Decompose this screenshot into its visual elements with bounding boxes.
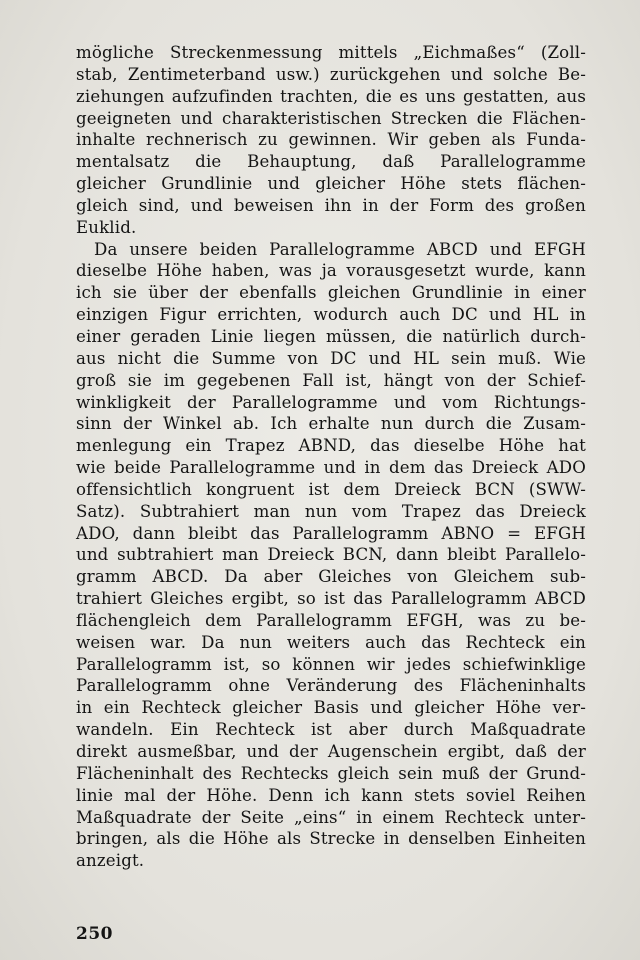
paragraph — [76, 42, 586, 239]
text-line: geeigneten und charakteristischen Strecken die Flächen- — [76, 108, 586, 128]
text-line: direkt ausmeßbar, und der Augenschein ergibt, daß der — [76, 742, 586, 761]
text-line: stab, Zentimeterband usw.) zurückgehen und solche Be- — [76, 64, 586, 84]
text-line: gleich sind, und beweisen ihn in der Form des großen — [76, 195, 586, 215]
text-line: Flächeninhalt des Rechtecks gleich sein muß der Grund- — [76, 763, 586, 783]
page-number: 250 — [76, 924, 113, 944]
text-line: wie beide Parallelogramme und in dem das Dreieck ADO — [76, 458, 586, 478]
text-line: wandeln. Ein Rechteck ist aber durch Maßquadrate — [76, 720, 586, 740]
text-line: menlegung ein Trapez ABND, das dieselbe Höhe hat — [76, 436, 586, 456]
text-line: ADO, dann bleibt das Parallelogramm ABNO = EFGH — [76, 523, 586, 543]
text-line: flächengleich dem Parallelogramm EFGH, was zu be- — [76, 610, 586, 630]
text-line: ich sie über der ebenfalls gleichen Grundlinie in einer — [76, 283, 586, 303]
text-line: trahiert Gleiches ergibt, so ist das Parallelogramm ABCD — [76, 589, 586, 609]
text-line: anzeigt. — [76, 851, 145, 871]
text-line: gleicher Grundlinie und gleicher Höhe stets flächen- — [76, 174, 586, 194]
text-line: linie mal der Höhe. Denn ich kann stets soviel Reihen — [76, 785, 586, 805]
text-line: Da unsere beiden Parallelogramme ABCD und EFGH — [94, 239, 586, 259]
text-line: Parallelogramm ist, so können wir jedes schiefwinklige — [76, 654, 586, 674]
text-line: ziehungen aufzufinden trachten, die es uns gestatten, aus — [76, 86, 586, 106]
text-line: einer geraden Linie liegen müssen, die natürlich durch- — [76, 326, 586, 346]
text-line: mentalsatz die Behauptung, daß Parallelogramme — [76, 152, 586, 172]
text-line: dieselbe Höhe haben, was ja vorausgesetzt wurde, kann — [76, 261, 586, 281]
text-line: einzigen Figur errichten, wodurch auch DC und HL in — [76, 305, 586, 325]
text-line: inhalte rechnerisch zu gewinnen. Wir geben als Funda- — [76, 130, 586, 150]
text-line: mögliche Streckenmessung mittels „Eichmaßes“ (Zoll- — [76, 43, 586, 62]
text-line: aus nicht die Summe von DC und HL sein muß. Wie — [76, 348, 586, 368]
body-text — [76, 42, 586, 872]
text-line: gramm ABCD. Da aber Gleiches von Gleichem sub- — [76, 567, 586, 587]
text-line: Satz). Subtrahiert man nun vom Trapez das Dreieck — [76, 501, 586, 521]
text-line: Maßquadrate der Seite „eins“ in einem Rechteck unter- — [76, 807, 586, 827]
text-line: winkligkeit der Parallelogramme und vom Richtungs- — [76, 392, 586, 412]
text-line: und subtrahiert man Dreieck BCN, dann bleibt Parallelo- — [76, 545, 586, 565]
text-line: offensichtlich kongruent ist dem Dreieck BCN (SWW- — [76, 479, 586, 499]
text-line: bringen, als die Höhe als Strecke in denselben Einheiten — [76, 829, 586, 849]
text-line: groß sie im gegebenen Fall ist, hängt von der Schief- — [76, 370, 586, 390]
text-line: Euklid. — [76, 217, 137, 237]
text-line: weisen war. Da nun weiters auch das Rechteck ein — [76, 632, 586, 652]
text-line: in ein Rechteck gleicher Basis und gleicher Höhe ver- — [76, 698, 586, 718]
paragraph — [76, 239, 586, 872]
text-line: sinn der Winkel ab. Ich erhalte nun durch die Zusam- — [76, 414, 586, 434]
text-line: Parallelogramm ohne Veränderung des Flächeninhalts — [76, 676, 586, 696]
